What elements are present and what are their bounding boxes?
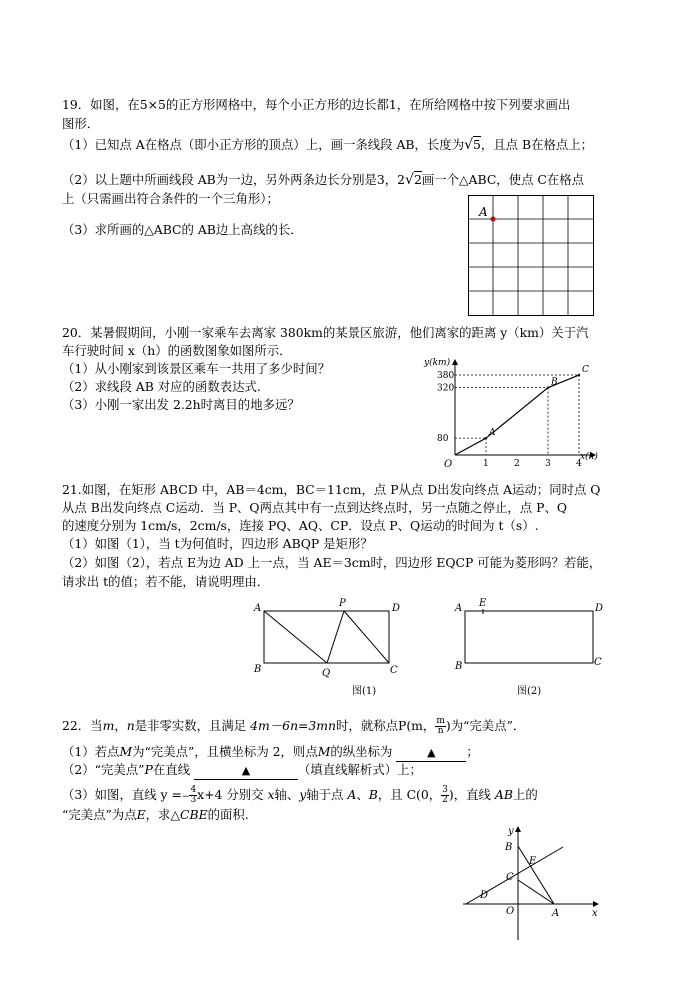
q22-part3 — [62, 786, 538, 805]
q21-figure-2 — [453, 597, 623, 702]
q22-part3-cont — [62, 807, 249, 823]
sqrt-symbol: √ — [464, 137, 474, 153]
fig1-rectangle — [264, 611, 389, 663]
fig1-label-a: A — [254, 603, 262, 614]
q22-label-d: D — [480, 890, 489, 901]
q22-p3-e: E — [136, 807, 146, 822]
chart-y-tick-label: 80 — [437, 434, 449, 445]
q21-part2b: 请求出 t的值；若不能，请说明理由． — [62, 574, 270, 589]
chart-x-tick-label: 2 — [514, 459, 520, 469]
fig1-label-p: P — [339, 598, 346, 609]
q22-p1b: 为“完美点”，且横坐标为 2，则点 — [132, 744, 318, 759]
q22-p3j: ，求△ — [145, 807, 180, 822]
q22-p1c: 的纵坐标为 — [330, 744, 393, 759]
q22-p1m: M — [119, 744, 133, 759]
fig2-label-c: C — [594, 657, 602, 668]
sqrt-symbol: √ — [405, 172, 414, 188]
chart-y-tick-label: 320 — [437, 383, 455, 394]
q22-l1-frac-num: m — [436, 716, 445, 726]
q22-l1c: 是非零实数，且满足 — [134, 718, 247, 733]
chart-point — [485, 437, 487, 439]
fig1-label-d: D — [392, 603, 401, 614]
q22-answer-blank-2[interactable] — [194, 762, 298, 780]
fig1-segment-pc — [344, 611, 389, 663]
q22-p3e: 、 — [356, 787, 369, 802]
blank-marker: ▲ — [241, 764, 251, 777]
q19-part1-root: 5 — [473, 137, 481, 152]
q21-line1: 21.如图，在矩形 ABCD 中，AB＝4cm，BC＝11cm，点 P从点 D出发向终点 A运动；同时点 Q — [62, 482, 601, 497]
fig1-label-b: B — [254, 664, 262, 675]
fig1-segment-pq — [327, 611, 344, 663]
q22-p3-frac-den: 3 — [190, 795, 197, 805]
fig2-label-a: A — [455, 603, 463, 614]
q20-part2: （2）求线段 AB 对应的函数表达式. — [62, 379, 261, 394]
q22-l1e: )为“完美点”． — [445, 718, 526, 733]
q22-p3g: )，直线 — [448, 787, 491, 802]
q19-part2-root: 2 — [413, 172, 422, 187]
chart-series-line — [455, 375, 579, 455]
q21-line3: 的速度分别为 1cm/s，2cm/s，连接 PQ、AQ、CP．设点 P、Q运动的时间为 t（s）. — [62, 518, 539, 533]
fig1-label-c: C — [390, 665, 398, 676]
q19-part2-text-a: （2）以上题中所画线段 AB为一边，另外两条边长分别是3，2 — [62, 172, 406, 187]
q19-part3: （3）求所画的△ABC的 AB边上高线的长． — [62, 222, 303, 237]
q20-part3: （3）小刚一家出发 2.2h时离目的地多远？ — [62, 397, 300, 412]
grid-point-a — [491, 217, 496, 222]
q22-p3x: x — [267, 787, 275, 802]
minus-sign: − — [181, 792, 190, 802]
q22-p3k: 的面积. — [207, 807, 249, 822]
q20-line1: 20．某暑假期间，小刚一家乘车去离家 380km的某景区旅游，他们离家的距离 y（km）关于汽 — [62, 325, 589, 340]
q19-part1 — [62, 137, 593, 153]
chart-origin-label: O — [444, 459, 453, 470]
fig1-caption: 图(1) — [352, 686, 377, 697]
q21-line2: 从点 B出发向终点 C运动．当 P、Q两点其中有一点到达终点时，另一点随之停止，点 P、Q — [62, 500, 568, 515]
q22-p3f: ，且 C(0， — [377, 787, 442, 802]
chart-y-label: y(km) — [424, 358, 451, 368]
chart-point — [547, 386, 549, 388]
q22-coordinate-figure — [458, 822, 608, 967]
q22-label-c: C — [506, 872, 514, 883]
q22-p3c: 轴、 — [274, 787, 300, 802]
q22-p3-frac2-num: 3 — [442, 785, 448, 795]
q22-label-y: y — [508, 826, 514, 837]
q22-p3-frac-num: 4 — [190, 785, 197, 795]
q22-p3-cbe: CBE — [179, 807, 208, 822]
q22-p2p: P — [144, 762, 153, 777]
q22-label-a: A — [552, 908, 560, 919]
q22-p3b: x+4 分别交 — [197, 787, 264, 802]
q19-line1: 19．如图，在5×5的正方形网格中，每个小正方形的边长都1，在所给网格中按下列要求画出 — [62, 97, 571, 112]
fig2-caption: 图(2) — [517, 686, 542, 697]
blank-marker: ▲ — [427, 746, 436, 759]
q21-figure-1 — [252, 597, 412, 702]
q19-part2 — [62, 172, 584, 188]
q19-part2-text-b: 画一个△ABC，使点 C在格点 — [421, 172, 585, 187]
chart-x-tick-label: 3 — [545, 459, 551, 469]
q19-line2: 图形． — [62, 116, 100, 131]
q22-l1m: m — [102, 718, 115, 733]
q20-line-chart — [420, 355, 610, 470]
q22-l1n: n — [126, 718, 135, 733]
q22-p3-frac2-den: 2 — [442, 795, 448, 805]
fig1-label-q: Q — [322, 668, 331, 679]
q22-label-e: E — [529, 856, 537, 867]
q22-label-x: x — [592, 908, 598, 919]
q22-l1a: 22．当 — [62, 718, 103, 733]
fig1-segment-aq — [264, 611, 327, 663]
q22-l1b: ， — [114, 718, 127, 733]
chart-point-label: A — [489, 428, 496, 439]
grid-label-a: A — [479, 205, 488, 219]
q22-line1 — [62, 717, 525, 736]
q22-label-o: O — [506, 906, 515, 917]
q19-grid-figure — [468, 195, 598, 315]
q22-p3ab: AB — [494, 787, 513, 802]
q22-p3-b: B — [368, 787, 378, 802]
q22-p1m2: M — [317, 744, 331, 759]
q22-p3a: （3）如图，直线 y = — [62, 787, 182, 802]
chart-x-tick-label: 1 — [483, 459, 489, 469]
q22-l1-frac-den: n — [437, 726, 444, 736]
q20-part1: （1）从小刚家到该景区乘车一共用了多少时间？ — [62, 361, 331, 376]
q22-p3-fraction2 — [441, 786, 449, 805]
q22-line-ab — [518, 846, 554, 904]
chart-x-label: x(h) — [580, 452, 598, 462]
q22-l1-fraction — [435, 717, 446, 736]
fig2-label-b: B — [455, 661, 463, 672]
q22-p2c: （填直线解析式）上； — [297, 762, 422, 777]
q22-part1 — [62, 744, 479, 762]
q19-part1-text-a: （1）已知点 A在格点（即小正方形的顶点）上，画一条线段 AB，长度为 — [62, 137, 465, 152]
chart-x-tick-label: 4 — [576, 459, 582, 469]
q21-part2a: （2）如图（2），若点 E为边 AD 上一点，当 AE＝3cm时，四边形 EQCP 可能为菱形吗？若能， — [62, 555, 602, 570]
fig2-label-d: D — [595, 603, 604, 614]
q22-part2 — [62, 762, 422, 780]
q22-p3-a: A — [347, 787, 357, 802]
q22-segment-ca — [518, 880, 554, 904]
q19-part1-text-b: ，且点 B在格点上； — [480, 137, 594, 152]
fig2-label-e: E — [479, 598, 487, 609]
q22-p3y: y — [299, 787, 307, 802]
chart-y-tick-label: 380 — [437, 371, 455, 382]
q22-label-b: B — [505, 842, 513, 853]
chart-point-label: C — [582, 365, 589, 376]
q19-part2-cont: 上（只需画出符合条件的一个三角形）； — [62, 191, 279, 206]
chart-point-label: B — [551, 377, 558, 388]
q22-p1end: ； — [466, 744, 479, 759]
q20-line2: 车行驶时间 x（h）的函数图象如图所示． — [62, 343, 292, 358]
chart-point — [578, 374, 580, 376]
q22-answer-blank-1[interactable] — [396, 744, 466, 762]
q21-part1: （1）如图（1），当 t为何值时，四边形 ABQP 是矩形？ — [62, 536, 373, 551]
q22-l1d: 时，就称点P(m， — [336, 718, 436, 733]
q22-l1eq: 4m－6n=3mn — [250, 718, 337, 733]
q22-p3i: “完美点”为点 — [62, 807, 137, 822]
q22-p2a: （2）“完美点” — [62, 762, 145, 777]
q22-p1a: （1）若点 — [62, 744, 120, 759]
q22-p3d: 轴于点 — [306, 787, 344, 802]
q22-p3-fraction — [189, 786, 197, 805]
q22-p2b: 在直线 — [152, 762, 191, 777]
fig2-rectangle — [465, 611, 593, 663]
q22-p3h: 上的 — [512, 787, 538, 802]
